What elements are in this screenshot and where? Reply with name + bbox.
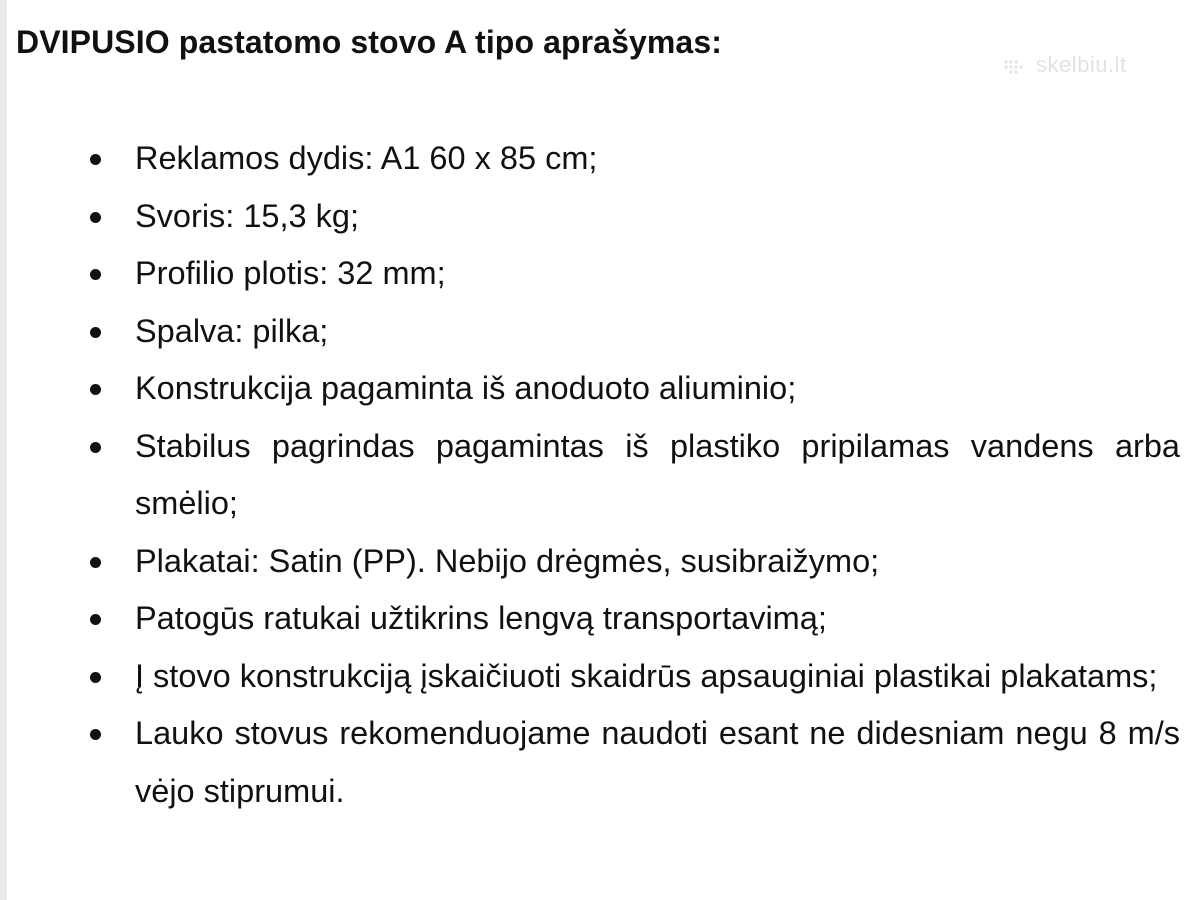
list-item-text: Svoris: 15,3 kg;	[135, 197, 359, 234]
bullet-icon	[90, 384, 101, 395]
list-item-text: Plakatai: Satin (PP). Nebijo drėgmės, susibraižymo;	[135, 542, 880, 579]
list-item-text: Į stovo konstrukciją įskaičiuoti skaidrūs apsauginiai plastikai plakatams;	[135, 657, 1158, 694]
bullet-icon	[90, 729, 101, 740]
list-item-text: Reklamos dydis: A1 60 x 85 cm;	[135, 140, 598, 176]
bullet-icon	[90, 442, 101, 453]
bullet-icon	[90, 614, 101, 625]
list-item-text: Lauko stovus rekomenduojame naudoti esant ne didesniam negu 8 m/s vėjo stiprumui.	[135, 715, 1180, 809]
watermark	[1002, 52, 1127, 78]
list-item	[0, 130, 1195, 188]
list-item	[0, 590, 1195, 648]
list-item	[0, 360, 1195, 418]
list-item	[0, 188, 1195, 246]
watermark-logo-icon	[1002, 56, 1032, 76]
bullet-icon	[90, 212, 101, 223]
list-item	[0, 303, 1195, 361]
list-item	[0, 705, 1195, 820]
list-item-text: Patogūs ratukai užtikrins lengvą transportavimą;	[135, 600, 827, 636]
bullet-icon	[90, 557, 101, 568]
list-item-text: Konstrukcija pagaminta iš anoduoto aliuminio;	[135, 370, 797, 406]
list-item	[0, 418, 1195, 533]
list-item-text: Profilio plotis: 32 mm;	[135, 255, 446, 291]
list-item	[0, 533, 1195, 591]
bullet-icon	[90, 154, 101, 165]
bullet-icon	[90, 672, 101, 683]
list-item	[0, 245, 1195, 303]
document-title: DVIPUSIO pastatomo stovo A tipo aprašymas:	[16, 24, 722, 60]
list-item-text: Spalva: pilka;	[135, 312, 329, 349]
bullet-icon	[90, 269, 101, 280]
watermark-text: skelbiu.lt	[1036, 52, 1127, 77]
spec-list	[0, 130, 1195, 820]
bullet-icon	[90, 327, 101, 338]
list-item	[0, 648, 1195, 706]
list-item-text: Stabilus pagrindas pagamintas iš plastiko pripilamas vandens arba smėlio;	[135, 427, 1180, 521]
